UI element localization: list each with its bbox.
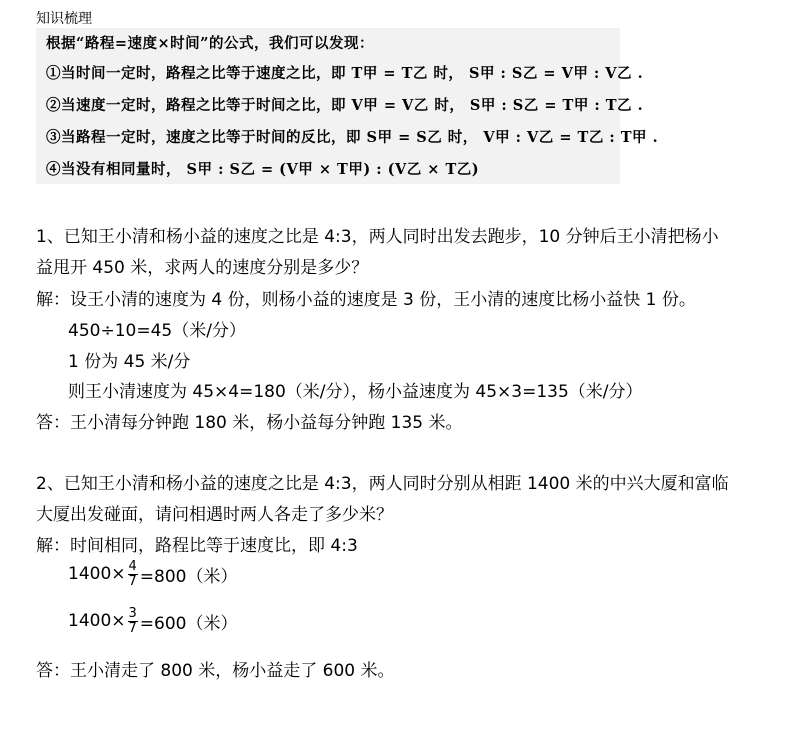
problem1-answer: 答：王小清每分钟跑 180 米，杨小益每分钟跑 135 米。 [36,413,463,433]
rule-1: ①当时间一定时，路程之比等于速度之比，即 T甲 = T乙 时， S甲 : S乙 = V甲 : V乙 . [46,65,644,82]
calc1-denominator: 7 [128,573,137,589]
rule-4: ④当没有相同量时， S甲 : S乙 = (V甲 × T甲) : (V乙 × T乙) [46,161,480,178]
problem1-question-line1: 1、已知王小清和杨小益的速度之比是 4:3，两人同时出发去跑步，10 分钟后王小清把杨小 [36,227,719,247]
calc2-denominator: 7 [128,620,137,636]
problem1-question-line2: 益甩开 450 米，求两人的速度分别是多少？ [36,258,369,278]
problem2-answer: 答：王小清走了 800 米，杨小益走了 600 米。 [36,661,395,681]
calc2-prefix: 1400× [68,611,126,632]
problem1-step3: 则王小清速度为 45×4=180（米/分），杨小益速度为 45×3=135（米/分） [68,382,643,402]
rule-3: ③当路程一定时，速度之比等于时间的反比，即 S甲 = S乙 时， V甲 : V乙 = T乙 : T甲 . [46,129,659,146]
problem2-calc2 [68,607,238,635]
formula-intro: 根据“路程=速度×时间”的公式，我们可以发现： [46,35,374,52]
problem2-question-line2: 大厦出发碰面，请问相遇时两人各走了多少米？ [36,505,393,525]
problem1-solution-intro: 解：设王小清的速度为 4 份，则杨小益的速度是 3 份，王小清的速度比杨小益快 1 份。 [36,290,696,310]
calc2-numerator: 3 [128,606,137,621]
calc2-suffix: =600（米） [139,613,238,634]
section-heading: 知识梳理 [36,11,92,27]
calc1-fraction [128,560,138,588]
problem2-solution-intro: 解：时间相同，路程比等于速度比，即 4:3 [36,536,358,556]
problem2-question-line1: 2、已知王小清和杨小益的速度之比是 4:3，两人同时分别从相距 1400 米的中兴大厦和富临 [36,474,729,494]
calc1-suffix: =800（米） [139,566,238,587]
problem1-step1: 450÷10=45（米/分） [68,321,246,341]
problem1-step2: 1 份为 45 米/分 [68,352,191,372]
rule-2: ②当速度一定时，路程之比等于时间之比，即 V甲 = V乙 时， S甲 : S乙 = T甲 : T乙 . [46,97,644,114]
knowledge-summary-box [36,28,659,184]
problem2-calc1 [68,560,238,588]
calc2-fraction [128,607,138,635]
calc1-prefix: 1400× [68,564,126,585]
calc1-numerator: 4 [128,559,137,574]
